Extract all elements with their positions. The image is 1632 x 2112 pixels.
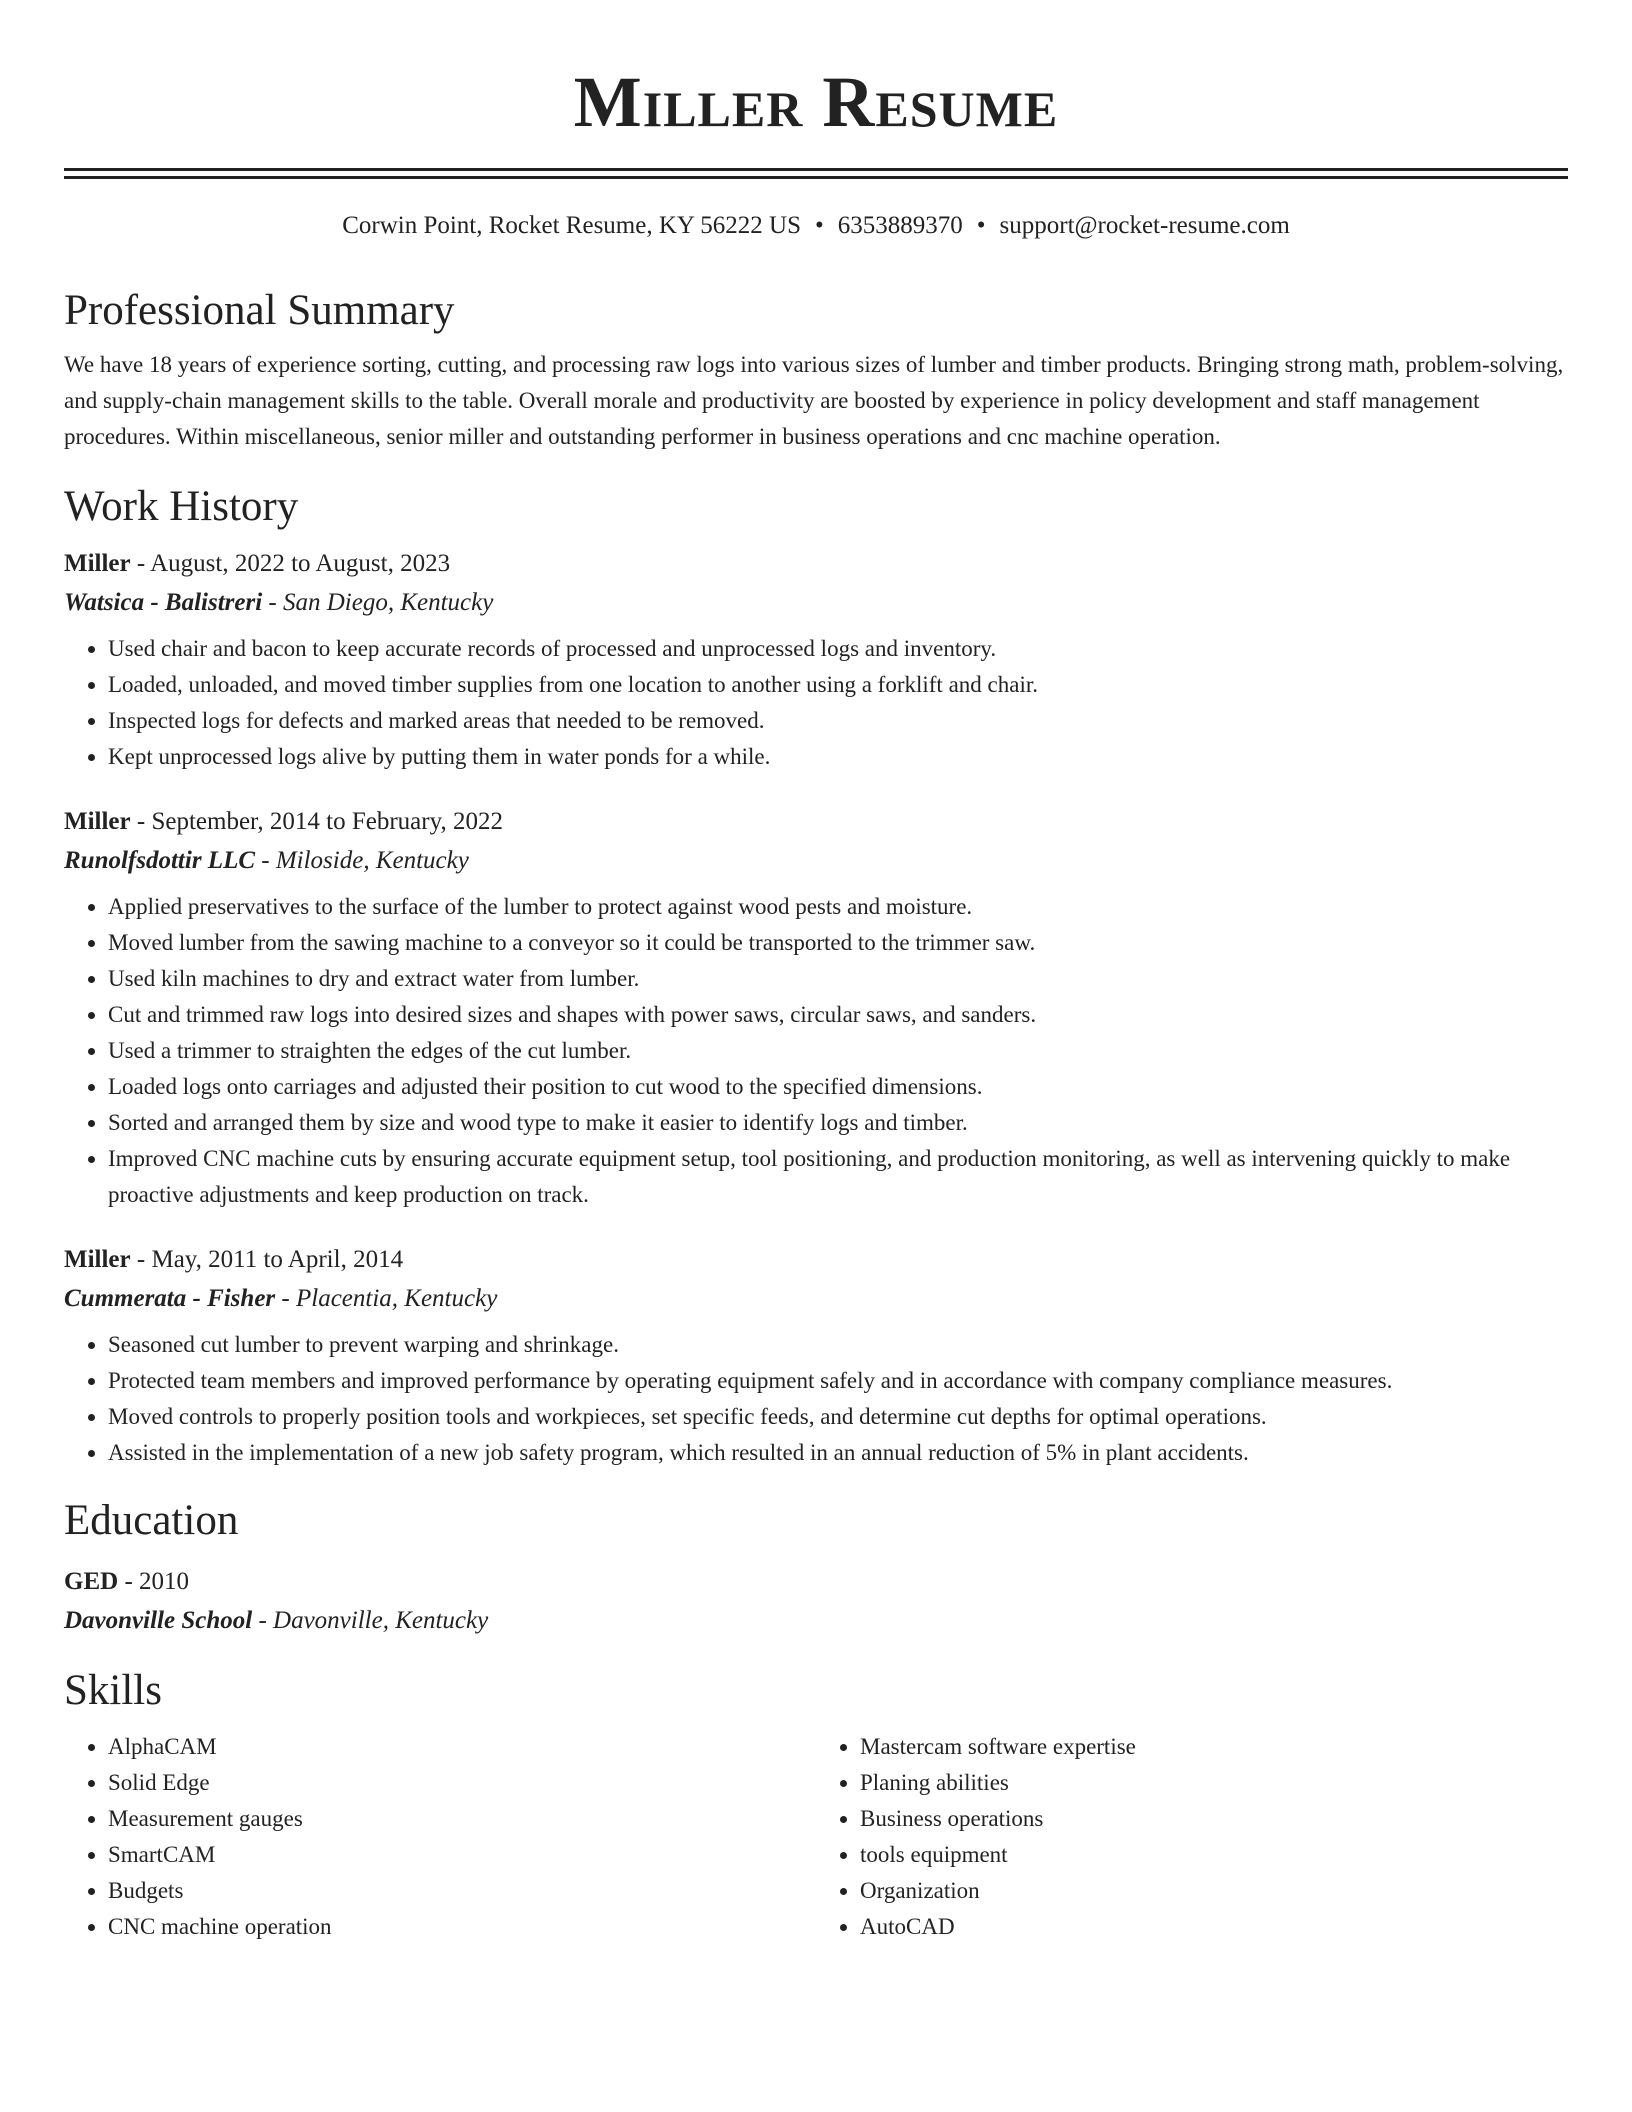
summary-section <box>64 283 1568 455</box>
job-bullets <box>64 1327 1568 1471</box>
job-dates: - May, 2011 to April, 2014 <box>130 1246 404 1273</box>
school-name: Davonville School <box>64 1607 253 1634</box>
resume-name: Miller Resume <box>573 62 1059 142</box>
job-bullet: • Seasoned cut lumber to prevent warping and shrinkage. <box>108 1327 1568 1363</box>
job-bullet: • Used chair and bacon to keep accurate records of processed and unprocessed logs and inventory. <box>108 631 1568 667</box>
skill-item: • Measurement gauges <box>108 1801 816 1837</box>
job-entry <box>64 803 1568 1213</box>
employer-location: - Placentia, Kentucky <box>275 1285 498 1312</box>
skill-item: • SmartCAM <box>108 1837 816 1873</box>
job-bullet: • Assisted in the implementation of a new job safety program, which resulted in an annual reduction of 5% in plant accidents. <box>108 1435 1568 1471</box>
degree-year: - 2010 <box>118 1568 190 1595</box>
skill-item: • CNC machine operation <box>108 1909 816 1945</box>
contact-separator: • <box>976 212 986 239</box>
skills-heading: Skills <box>64 1667 162 1714</box>
job-bullet: • Sorted and arranged them by size and wood type to make it easier to identify logs and timber. <box>108 1105 1568 1141</box>
job-title: Miller <box>64 1246 131 1273</box>
degree-name: GED <box>64 1568 119 1595</box>
skill-item: • Planing abilities <box>860 1765 1568 1801</box>
skill-item: • AutoCAD <box>860 1909 1568 1945</box>
job-bullet: • Used kiln machines to dry and extract water from lumber. <box>108 961 1568 997</box>
job-dates: - September, 2014 to February, 2022 <box>130 808 503 835</box>
skills-column-right <box>816 1729 1568 1945</box>
job-bullet: • Loaded, unloaded, and moved timber supplies from one location to another using a forklift and chair. <box>108 667 1568 703</box>
education-entry <box>64 1563 1568 1641</box>
skill-item: • AlphaCAM <box>108 1729 816 1765</box>
summary-text: We have 18 years of experience sorting, cutting, and processing raw logs into various sizes of lumber and timber products. Bringing strong math, problem-solving, and supply-chain management skills to the table. Overall morale and productivity are boosted by experience in policy development and staff management procedures. Within miscellaneous, senior miller and outstanding performer in business operations and cnc machine operation. <box>64 352 1564 449</box>
header-double-rule <box>64 168 1568 179</box>
degree-line <box>64 1563 1568 1601</box>
job-title-line <box>64 545 1568 583</box>
job-bullet: • Applied preservatives to the surface of the lumber to protect against wood pests and moisture. <box>108 889 1568 925</box>
employer-name: Cummerata - Fisher <box>64 1285 276 1312</box>
employer-location: - San Diego, Kentucky <box>262 589 494 616</box>
job-title: Miller <box>64 808 131 835</box>
job-bullet: • Protected team members and improved performance by operating equipment safely and in accordance with company compliance measures. <box>108 1363 1568 1399</box>
contact-line <box>64 209 1568 243</box>
skills-section <box>64 1663 1568 1945</box>
job-bullet: • Moved controls to properly position tools and workpieces, set specific feeds, and determine cut depths for optimal operations. <box>108 1399 1568 1435</box>
skills-grid <box>64 1729 1568 1945</box>
job-bullet: • Kept unprocessed logs alive by putting them in water ponds for a while. <box>108 739 1568 775</box>
job-bullet: • Improved CNC machine cuts by ensuring accurate equipment setup, tool positioning, and production monitoring, as well as intervening quickly to make proactive adjustments and keep production on track. <box>108 1141 1568 1213</box>
job-bullet: • Used a trimmer to straighten the edges of the cut lumber. <box>108 1033 1568 1069</box>
employer-line <box>64 1279 1568 1319</box>
work-history-section <box>64 479 1568 1471</box>
contact-separator: • <box>814 212 824 239</box>
employer-name: Runolfsdottir LLC <box>64 847 256 874</box>
employer-line <box>64 583 1568 623</box>
job-title-line <box>64 1241 1568 1279</box>
job-bullets <box>64 631 1568 775</box>
employer-location: - Miloside, Kentucky <box>255 847 469 874</box>
job-bullet: • Inspected logs for defects and marked areas that needed to be removed. <box>108 703 1568 739</box>
school-location: - Davonville, Kentucky <box>252 1607 489 1634</box>
job-title-line <box>64 803 1568 841</box>
job-entry <box>64 1241 1568 1471</box>
job-entry <box>64 545 1568 775</box>
job-bullet: • Moved lumber from the sawing machine to a conveyor so it could be transported to the trimmer saw. <box>108 925 1568 961</box>
contact-address: Corwin Point, Rocket Resume, KY 56222 US <box>342 212 801 239</box>
skill-item: • Solid Edge <box>108 1765 816 1801</box>
contact-email: support@rocket-resume.com <box>999 212 1290 239</box>
employer-line <box>64 841 1568 881</box>
education-heading: Education <box>64 1497 239 1544</box>
summary-heading: Professional Summary <box>64 287 455 334</box>
skill-item: • Budgets <box>108 1873 816 1909</box>
job-bullet: • Cut and trimmed raw logs into desired sizes and shapes with power saws, circular saws, and sanders. <box>108 997 1568 1033</box>
job-title: Miller <box>64 550 131 577</box>
skill-item: • Business operations <box>860 1801 1568 1837</box>
skill-item: • Mastercam software expertise <box>860 1729 1568 1765</box>
employer-name: Watsica - Balistreri <box>64 589 263 616</box>
job-bullet: • Loaded logs onto carriages and adjusted their position to cut wood to the specified dimensions. <box>108 1069 1568 1105</box>
education-section <box>64 1493 1568 1641</box>
work-history-heading: Work History <box>64 483 299 530</box>
job-dates: - August, 2022 to August, 2023 <box>130 550 451 577</box>
contact-phone: 6353889370 <box>837 212 963 239</box>
school-line <box>64 1601 1568 1641</box>
skill-item: • tools equipment <box>860 1837 1568 1873</box>
job-bullets <box>64 889 1568 1213</box>
skills-column-left <box>64 1729 816 1945</box>
skill-item: • Organization <box>860 1873 1568 1909</box>
